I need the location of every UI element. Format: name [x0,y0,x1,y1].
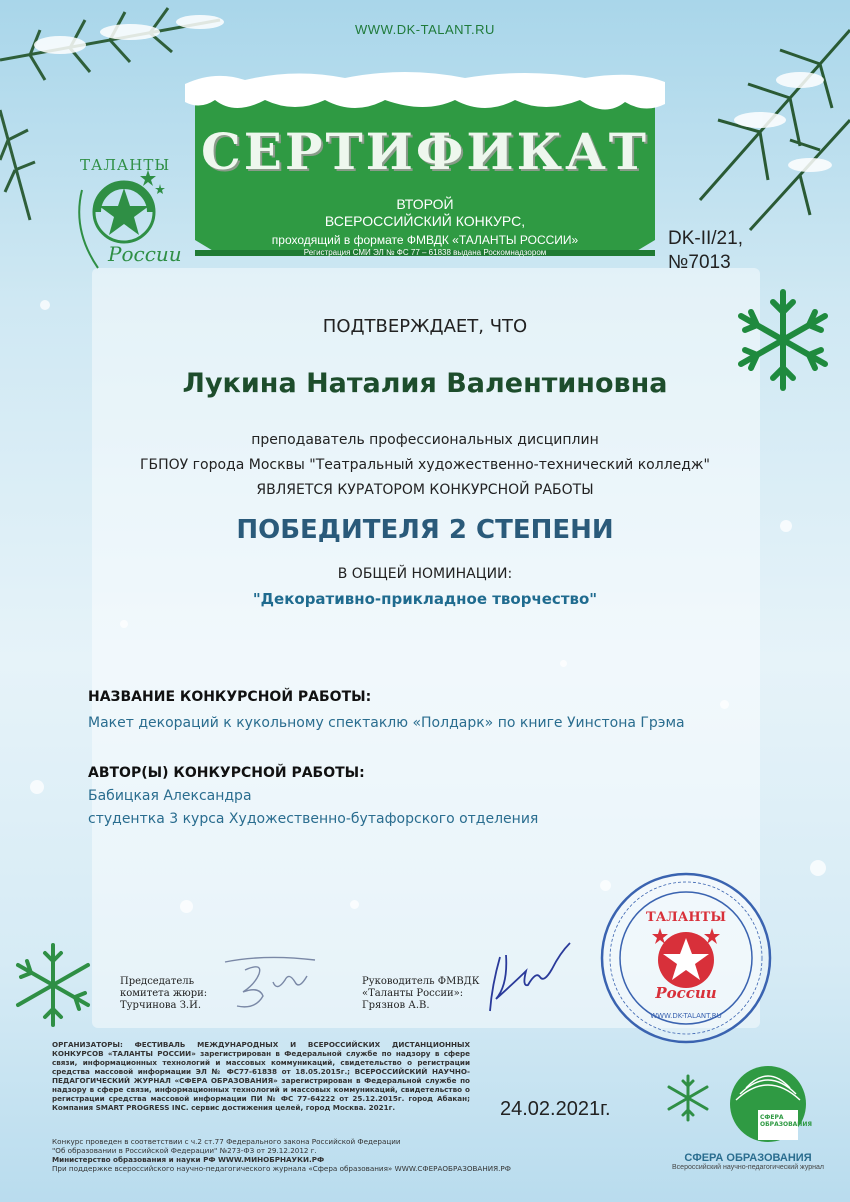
director-signature [478,935,578,1025]
talanty-logo-word2: России [108,242,182,266]
banner-line-contest-number: ВТОРОЙ [396,196,454,212]
sfera-logo-badge: СФЕРА ОБРАЗОВАНИЯ [760,1114,812,1128]
director-label [362,976,480,1012]
sfera-caption [668,1152,828,1171]
organizers-text: ОРГАНИЗАТОРЫ: ФЕСТИВАЛЬ МЕЖДУНАРОДНЫХ И ВСЕРОССИЙСКИХ ДИСТАНЦИОННЫХ КОНКУРСОВ «ТАЛАНТЫ РОССИИ» зарегистрирован в Федеральной службе по надзору в сфере связи, информационных технологий и массовых коммуникаций, свидетельство о регистрации средства массовой информации ЭЛ № ФС77-61838 от 18.05.2015г.; ВСЕРОССИЙСКИЙ НАУЧНО-ПЕДАГОГИЧЕСКИЙ ЖУРНАЛ «СФЕРА ОБРАЗОВАНИЯ» зарегистрирован в Федеральной службе по надзору в сфере связи, информационных технологий и массовых коммуникаций, свидетельство о регистрации средства массовой информации ПИ № ФС 77-64222 от 25.12.2015г. город Абакан; Компания SMART PROGRESS INC. сервис достижения целей, город Москва. 2021г. [52,1040,470,1112]
jury-chair-signature [215,952,325,1022]
work-authors-label: АВТОР(Ы) КОНКУРСНОЙ РАБОТЫ: [88,765,365,781]
official-stamp [598,870,774,1046]
sfera-title: СФЕРА ОБРАЗОВАНИЯ [684,1152,812,1164]
nomination-value: "Декоративно-прикладное творчество" [252,590,598,608]
stamp-url: WWW.DK-TALANT.RU [650,1012,722,1020]
work-title-label: НАЗВАНИЕ КОНКУРСНОЙ РАБОТЫ: [88,689,372,705]
legal-footer-line1: Конкурс проведен в соответствии с ч.2 ст.77 Федерального закона Российской Федерации [52,1137,401,1146]
sfera-subtitle: Всероссийский научно-педагогический журнал [672,1164,824,1171]
director-line2: «Таланты России»: [362,988,464,999]
jury-chair-name: Турчинова З.И. [120,1000,201,1011]
director-name: Грязнов А.В. [362,1000,430,1011]
jury-chair-line2: комитета жюри: [120,988,208,999]
sfera-logo-graphic [728,1060,812,1150]
snowflake-icon [8,940,98,1030]
award-level: ПОБЕДИТЕЛЯ 2 СТЕПЕНИ [236,515,614,545]
author-info: студентка 3 курса Художественно-бутафорского отделения [88,811,539,827]
certificate-series: DK-II/21, [668,228,743,249]
legal-footer-line2: "Об образовании в Российской Федерации" №273-ФЗ от 29.12.2012 г. [52,1146,317,1155]
site-url[interactable]: WWW.DK-TALANT.RU [355,22,495,37]
author-name: Бабицкая Александра [88,788,252,804]
legal-footer-line3: Министерство образования и науки РФ WWW.МИНОБРНАУКИ.РФ [52,1155,325,1164]
recipient-organization: ГБПОУ города Москвы "Театральный художественно-технический колледж" [139,457,710,473]
jury-chair-line1: Председатель [120,976,195,987]
talanty-logo-word1: ТАЛАНТЫ [80,156,171,174]
recipient-name: Лукина Наталия Валентиновна [182,368,668,399]
certificate-serial: №7013 [668,252,731,273]
stamp-center-word1: ТАЛАНТЫ [646,910,726,925]
certificate-number [668,227,778,275]
snow-dot [30,780,44,794]
sfera-logo [728,1060,812,1150]
legal-footer-line4: При поддержке всероссийского научно-педагогического журнала «Сфера образования» WWW.СФЕРАОБРАЗОВАНИЯ.РФ [52,1164,511,1173]
pine-branch-left [0,100,40,230]
confirms-text: ПОДТВЕРЖДАЕТ, ЧТО [322,316,528,337]
stamp-center-word2: России [655,984,717,1002]
talanty-rossii-logo [68,150,180,290]
banner-line-registration: Регистрация СМИ ЭЛ № ФС 77 – 61838 выдана Роскомнадзором [303,248,547,257]
title-banner [185,70,665,270]
recipient-position: преподаватель профессиональных дисциплин [251,432,599,448]
snowflake-icon [662,1072,714,1124]
snow-dot [810,860,826,876]
certificate-title: СЕРТИФИКАТ [200,122,650,181]
director-line1: Руководитель ФМВДК [362,976,480,987]
nomination-label: В ОБЩЕЙ НОМИНАЦИИ: [337,566,513,582]
recipient-role: ЯВЛЯЕТСЯ КУРАТОРОМ КОНКУРСНОЙ РАБОТЫ [256,482,594,498]
banner-line-format: проходящий в формате ФМВДК «ТАЛАНТЫ РОССИИ» [271,233,579,247]
jury-chair-label [120,976,207,1012]
snow-dot [40,300,50,310]
issue-date: 24.02.2021г. [500,1098,611,1120]
banner-line-contest-type: ВСЕРОССИЙСКИЙ КОНКУРС, [324,213,526,229]
work-title-value: Макет декораций к кукольному спектаклю «Полдарк» по книге Уинстона Грэма [88,715,685,731]
legal-footer [52,1137,542,1173]
